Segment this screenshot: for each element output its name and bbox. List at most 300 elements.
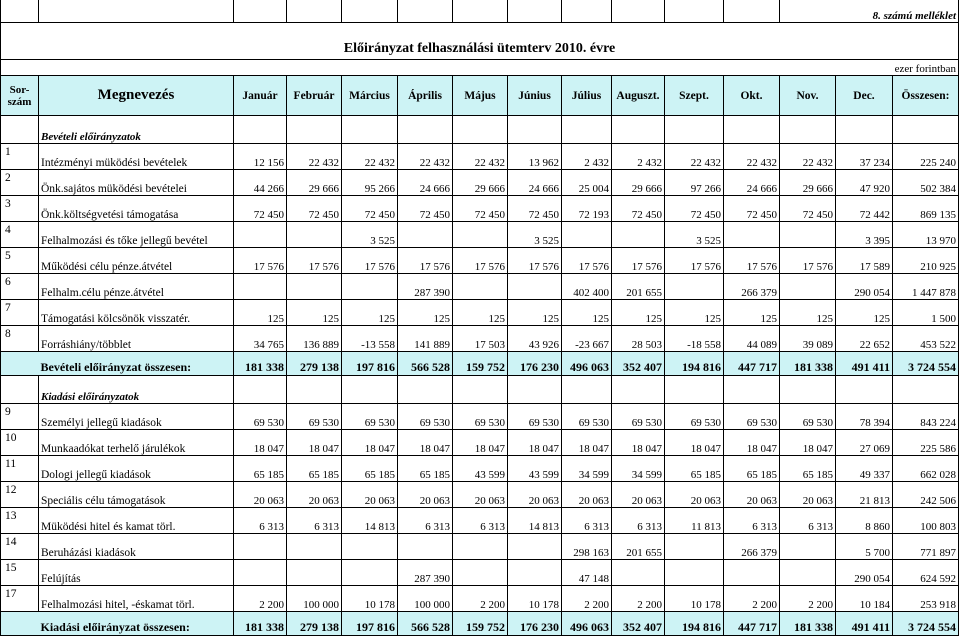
header-name: Megnevezés	[39, 76, 234, 116]
value-cell: 20 063	[612, 482, 665, 508]
value-cell: 2 432	[562, 144, 612, 170]
value-cell: 47 920	[836, 170, 893, 196]
row-number: 9	[1, 404, 39, 430]
value-cell: 69 530	[342, 404, 398, 430]
value-cell: 2 200	[612, 586, 665, 612]
empty-cell	[453, 116, 508, 144]
value-cell	[508, 534, 562, 560]
unit-label: ezer forintban	[1, 60, 959, 76]
value-cell: 22 432	[724, 144, 780, 170]
value-cell: 17 576	[342, 248, 398, 274]
row-name: Önk.sajátos müködési bevételei	[39, 170, 234, 196]
page-title: Előirányzat felhasználási ütemterv 2010. évre	[1, 23, 959, 60]
row-number: 2	[1, 170, 39, 196]
value-cell	[234, 534, 287, 560]
total-value-cell: 491 411	[836, 352, 893, 376]
empty-cell	[1, 352, 39, 376]
empty-cell	[612, 376, 665, 404]
value-cell: 2 200	[724, 586, 780, 612]
value-cell: 100 000	[287, 586, 342, 612]
value-cell: 72 450	[612, 196, 665, 222]
empty-cell	[398, 116, 453, 144]
value-cell: 18 047	[724, 430, 780, 456]
value-cell: 69 530	[665, 404, 724, 430]
value-cell: 28 503	[612, 326, 665, 352]
value-cell: 20 063	[453, 482, 508, 508]
value-cell: 3 395	[836, 222, 893, 248]
value-cell	[780, 560, 836, 586]
table-row	[1, 248, 959, 274]
annex-label: 8. számú melléklet	[780, 0, 959, 23]
value-cell	[508, 274, 562, 300]
value-cell	[780, 222, 836, 248]
total-value-cell: 496 063	[562, 612, 612, 636]
value-cell: 17 576	[724, 248, 780, 274]
value-cell: 21 813	[836, 482, 893, 508]
total-value-cell: 159 752	[453, 352, 508, 376]
value-cell: 25 004	[562, 170, 612, 196]
empty-cell	[1, 376, 39, 404]
row-name: Támogatási kölcsönök visszatér.	[39, 300, 234, 326]
value-cell: 11 813	[665, 508, 724, 534]
value-cell: 6 313	[562, 508, 612, 534]
value-cell: -23 667	[562, 326, 612, 352]
value-cell: 65 185	[724, 456, 780, 482]
value-cell: 6 313	[612, 508, 665, 534]
value-cell: 20 063	[780, 482, 836, 508]
value-cell: 6 313	[398, 508, 453, 534]
row-number: 11	[1, 456, 39, 482]
table-row	[1, 508, 959, 534]
value-cell: 12 156	[234, 144, 287, 170]
value-cell: 69 530	[287, 404, 342, 430]
header-month: Auguszt.	[612, 76, 665, 116]
value-cell	[234, 560, 287, 586]
value-cell: 125	[508, 300, 562, 326]
value-cell: 20 063	[287, 482, 342, 508]
value-cell: 20 063	[398, 482, 453, 508]
value-cell: 69 530	[780, 404, 836, 430]
income-total-row	[1, 352, 959, 376]
row-number: 13	[1, 508, 39, 534]
value-cell: 298 163	[562, 534, 612, 560]
value-cell: 17 576	[665, 248, 724, 274]
value-cell: 43 599	[508, 456, 562, 482]
value-cell: 2 200	[562, 586, 612, 612]
value-cell	[612, 222, 665, 248]
table-row	[1, 326, 959, 352]
empty-cell	[780, 376, 836, 404]
row-number: 14	[1, 534, 39, 560]
value-cell	[234, 274, 287, 300]
value-cell: 20 063	[724, 482, 780, 508]
table-row	[1, 560, 959, 586]
income-section-row	[1, 116, 959, 144]
value-cell: 65 185	[780, 456, 836, 482]
value-cell: 141 889	[398, 326, 453, 352]
value-cell: 13 962	[508, 144, 562, 170]
total-value-cell: 181 338	[780, 352, 836, 376]
value-cell: 125	[342, 300, 398, 326]
empty-cell	[665, 116, 724, 144]
total-value-cell: 279 138	[287, 612, 342, 636]
value-cell	[398, 534, 453, 560]
value-cell: 17 576	[234, 248, 287, 274]
value-cell: 6 313	[780, 508, 836, 534]
value-cell: 18 047	[780, 430, 836, 456]
value-cell: 22 432	[665, 144, 724, 170]
header-month: Szept.	[665, 76, 724, 116]
total-value-cell: 566 528	[398, 352, 453, 376]
value-cell: 242 506	[893, 482, 959, 508]
row-number: 7	[1, 300, 39, 326]
value-cell	[453, 274, 508, 300]
value-cell: 65 185	[342, 456, 398, 482]
value-cell: 29 666	[453, 170, 508, 196]
value-cell: 1 500	[893, 300, 959, 326]
value-cell	[398, 222, 453, 248]
total-value-cell: 194 816	[665, 352, 724, 376]
value-cell: 10 184	[836, 586, 893, 612]
value-cell: 18 047	[398, 430, 453, 456]
total-value-cell: 3 724 554	[893, 352, 959, 376]
value-cell: 65 185	[234, 456, 287, 482]
value-cell: 24 666	[398, 170, 453, 196]
income-section-title: Bevételi előirányzatok	[39, 116, 234, 144]
row-name: Önk.költségvetési támogatása	[39, 196, 234, 222]
total-value-cell: 176 230	[508, 612, 562, 636]
value-cell: 72 442	[836, 196, 893, 222]
value-cell	[780, 274, 836, 300]
value-cell: 65 185	[287, 456, 342, 482]
total-value-cell: 447 717	[724, 352, 780, 376]
header-month: Június	[508, 76, 562, 116]
total-value-cell: 197 816	[342, 612, 398, 636]
empty-cell	[612, 116, 665, 144]
value-cell: 125	[453, 300, 508, 326]
value-cell: 5 700	[836, 534, 893, 560]
empty-cell	[1, 116, 39, 144]
value-cell: 17 576	[508, 248, 562, 274]
value-cell: 65 185	[665, 456, 724, 482]
total-value-cell: 176 230	[508, 352, 562, 376]
empty-cell	[1, 612, 39, 636]
row-name: Felhalmozási és tőke jellegű bevétel	[39, 222, 234, 248]
value-cell: 20 063	[665, 482, 724, 508]
value-cell: 17 576	[287, 248, 342, 274]
table-row	[1, 456, 959, 482]
value-cell: 225 586	[893, 430, 959, 456]
expense-total-row	[1, 612, 959, 636]
value-cell: 37 234	[836, 144, 893, 170]
row-name: Felhalm.célu pénze.átvétel	[39, 274, 234, 300]
value-cell: 843 224	[893, 404, 959, 430]
value-cell: 3 525	[508, 222, 562, 248]
value-cell	[287, 222, 342, 248]
value-cell: 210 925	[893, 248, 959, 274]
value-cell: 225 240	[893, 144, 959, 170]
value-cell	[508, 560, 562, 586]
empty-cell	[836, 116, 893, 144]
row-number: 10	[1, 430, 39, 456]
value-cell: 43 926	[508, 326, 562, 352]
value-cell: -18 558	[665, 326, 724, 352]
value-cell: 72 450	[508, 196, 562, 222]
value-cell: 502 384	[893, 170, 959, 196]
value-cell	[724, 560, 780, 586]
value-cell: 95 266	[342, 170, 398, 196]
value-cell: 49 337	[836, 456, 893, 482]
value-cell: 29 666	[612, 170, 665, 196]
value-cell: 125	[780, 300, 836, 326]
value-cell: 18 047	[342, 430, 398, 456]
value-cell: 17 576	[780, 248, 836, 274]
value-cell: 22 432	[453, 144, 508, 170]
table-row	[1, 482, 959, 508]
header-month: Május	[453, 76, 508, 116]
header-month: Okt.	[724, 76, 780, 116]
value-cell: 43 599	[453, 456, 508, 482]
value-cell: 69 530	[562, 404, 612, 430]
empty-cell	[508, 116, 562, 144]
row-name: Személyi jellegű kiadások	[39, 404, 234, 430]
table-row	[1, 430, 959, 456]
value-cell: 201 655	[612, 274, 665, 300]
empty-cell	[508, 376, 562, 404]
value-cell: 17 576	[562, 248, 612, 274]
value-cell: 17 503	[453, 326, 508, 352]
empty-cell	[836, 376, 893, 404]
value-cell: 201 655	[612, 534, 665, 560]
empty-cell	[724, 376, 780, 404]
table-row	[1, 196, 959, 222]
value-cell	[342, 560, 398, 586]
row-number: 3	[1, 196, 39, 222]
value-cell	[780, 534, 836, 560]
value-cell: 72 450	[724, 196, 780, 222]
total-value-cell: 447 717	[724, 612, 780, 636]
header-month: Február	[287, 76, 342, 116]
value-cell: 24 666	[724, 170, 780, 196]
empty-cell	[287, 376, 342, 404]
empty-cell	[398, 376, 453, 404]
value-cell	[234, 222, 287, 248]
value-cell: 100 000	[398, 586, 453, 612]
row-number: 8	[1, 326, 39, 352]
header-sorszam	[1, 76, 39, 116]
value-cell: 22 432	[780, 144, 836, 170]
empty-cell	[780, 116, 836, 144]
table-row	[1, 170, 959, 196]
header-month: Július	[562, 76, 612, 116]
value-cell: 287 390	[398, 274, 453, 300]
row-name: Munkaadókat terhelő járulékok	[39, 430, 234, 456]
value-cell: 3 525	[665, 222, 724, 248]
value-cell: 402 400	[562, 274, 612, 300]
value-cell: 18 047	[453, 430, 508, 456]
value-cell: 72 450	[342, 196, 398, 222]
value-cell: 6 313	[724, 508, 780, 534]
table-row	[1, 274, 959, 300]
value-cell: 34 599	[562, 456, 612, 482]
row-name: Dologi jellegű kiadások	[39, 456, 234, 482]
row-number: 5	[1, 248, 39, 274]
value-cell: 18 047	[508, 430, 562, 456]
value-cell: 10 178	[665, 586, 724, 612]
row-name: Felhalmozási hitel, -éskamat törl.	[39, 586, 234, 612]
value-cell: 22 652	[836, 326, 893, 352]
total-value-cell: 181 338	[234, 352, 287, 376]
value-cell: 20 063	[342, 482, 398, 508]
expense-section-title: Kiadási előirányzatok	[39, 376, 234, 404]
total-value-cell: 279 138	[287, 352, 342, 376]
value-cell: 69 530	[453, 404, 508, 430]
empty-cell	[342, 116, 398, 144]
value-cell: 662 028	[893, 456, 959, 482]
header-row	[1, 76, 959, 116]
value-cell: 17 576	[398, 248, 453, 274]
value-cell: 1 447 878	[893, 274, 959, 300]
value-cell: 47 148	[562, 560, 612, 586]
empty-cell	[724, 116, 780, 144]
value-cell: 6 313	[453, 508, 508, 534]
value-cell: 69 530	[612, 404, 665, 430]
value-cell: 125	[665, 300, 724, 326]
value-cell: 29 666	[287, 170, 342, 196]
empty-cell	[562, 376, 612, 404]
row-name: Felújítás	[39, 560, 234, 586]
header-month: Március	[342, 76, 398, 116]
total-value-cell: 496 063	[562, 352, 612, 376]
value-cell: 34 765	[234, 326, 287, 352]
value-cell: 22 432	[342, 144, 398, 170]
value-cell: 72 450	[234, 196, 287, 222]
row-name: Működési célu pénze.átvétel	[39, 248, 234, 274]
table-row	[1, 222, 959, 248]
empty-cell	[893, 376, 959, 404]
value-cell: 125	[724, 300, 780, 326]
table-row	[1, 404, 959, 430]
value-cell: 29 666	[780, 170, 836, 196]
value-cell: 18 047	[562, 430, 612, 456]
value-cell: 69 530	[508, 404, 562, 430]
value-cell: 771 897	[893, 534, 959, 560]
value-cell: 18 047	[665, 430, 724, 456]
value-cell: 44 089	[724, 326, 780, 352]
table-row	[1, 534, 959, 560]
value-cell: 2 200	[780, 586, 836, 612]
value-cell: 290 054	[836, 560, 893, 586]
value-cell: 69 530	[234, 404, 287, 430]
value-cell: 72 450	[287, 196, 342, 222]
empty-cell	[893, 116, 959, 144]
total-value-cell: 159 752	[453, 612, 508, 636]
empty-cell	[665, 376, 724, 404]
value-cell	[287, 274, 342, 300]
value-cell: 125	[234, 300, 287, 326]
row-name: Beruházási kiadások	[39, 534, 234, 560]
value-cell	[665, 274, 724, 300]
value-cell	[453, 222, 508, 248]
row-name: Speciális célu támogatások	[39, 482, 234, 508]
value-cell: 78 394	[836, 404, 893, 430]
value-cell: 287 390	[398, 560, 453, 586]
row-number: 12	[1, 482, 39, 508]
value-cell: 20 063	[508, 482, 562, 508]
value-cell: 20 063	[234, 482, 287, 508]
value-cell	[342, 534, 398, 560]
header-month: Január	[234, 76, 287, 116]
value-cell: 6 313	[234, 508, 287, 534]
total-value-cell: 181 338	[780, 612, 836, 636]
unit-row	[1, 60, 959, 76]
value-cell: 72 193	[562, 196, 612, 222]
total-value-cell: 352 407	[612, 352, 665, 376]
total-value-cell: 352 407	[612, 612, 665, 636]
value-cell: 253 918	[893, 586, 959, 612]
value-cell: 125	[612, 300, 665, 326]
value-cell	[665, 534, 724, 560]
value-cell	[612, 560, 665, 586]
value-cell: 125	[836, 300, 893, 326]
total-value-cell: 566 528	[398, 612, 453, 636]
row-number: 17	[1, 586, 39, 612]
expense-section-row	[1, 376, 959, 404]
value-cell: 69 530	[724, 404, 780, 430]
value-cell	[665, 560, 724, 586]
value-cell: 2 200	[453, 586, 508, 612]
value-cell: 69 530	[398, 404, 453, 430]
empty-cell	[453, 376, 508, 404]
total-value-cell: 491 411	[836, 612, 893, 636]
value-cell: 136 889	[287, 326, 342, 352]
value-cell	[287, 560, 342, 586]
annex-row	[1, 0, 959, 23]
value-cell: 20 063	[562, 482, 612, 508]
value-cell: 72 450	[665, 196, 724, 222]
value-cell: 22 432	[398, 144, 453, 170]
value-cell: 39 089	[780, 326, 836, 352]
value-cell: 290 054	[836, 274, 893, 300]
value-cell: 100 803	[893, 508, 959, 534]
row-name: Forráshiány/többlet	[39, 326, 234, 352]
empty-cell	[234, 376, 287, 404]
header-sorszam-line2: szám	[7, 95, 32, 108]
value-cell: 18 047	[612, 430, 665, 456]
value-cell: 17 589	[836, 248, 893, 274]
value-cell: 453 522	[893, 326, 959, 352]
value-cell	[287, 534, 342, 560]
total-value-cell: 181 338	[234, 612, 287, 636]
value-cell: 14 813	[508, 508, 562, 534]
value-cell: 44 266	[234, 170, 287, 196]
empty-cell	[287, 116, 342, 144]
value-cell: 2 432	[612, 144, 665, 170]
value-cell: 97 266	[665, 170, 724, 196]
value-cell: 13 970	[893, 222, 959, 248]
value-cell: -13 558	[342, 326, 398, 352]
value-cell: 2 200	[234, 586, 287, 612]
empty-cell	[234, 116, 287, 144]
value-cell: 17 576	[612, 248, 665, 274]
value-cell: 34 599	[612, 456, 665, 482]
value-cell: 125	[287, 300, 342, 326]
row-number: 1	[1, 144, 39, 170]
income-total-label: Bevételi előirányzat összesen:	[39, 352, 234, 376]
table-row	[1, 300, 959, 326]
value-cell: 14 813	[342, 508, 398, 534]
row-number: 6	[1, 274, 39, 300]
